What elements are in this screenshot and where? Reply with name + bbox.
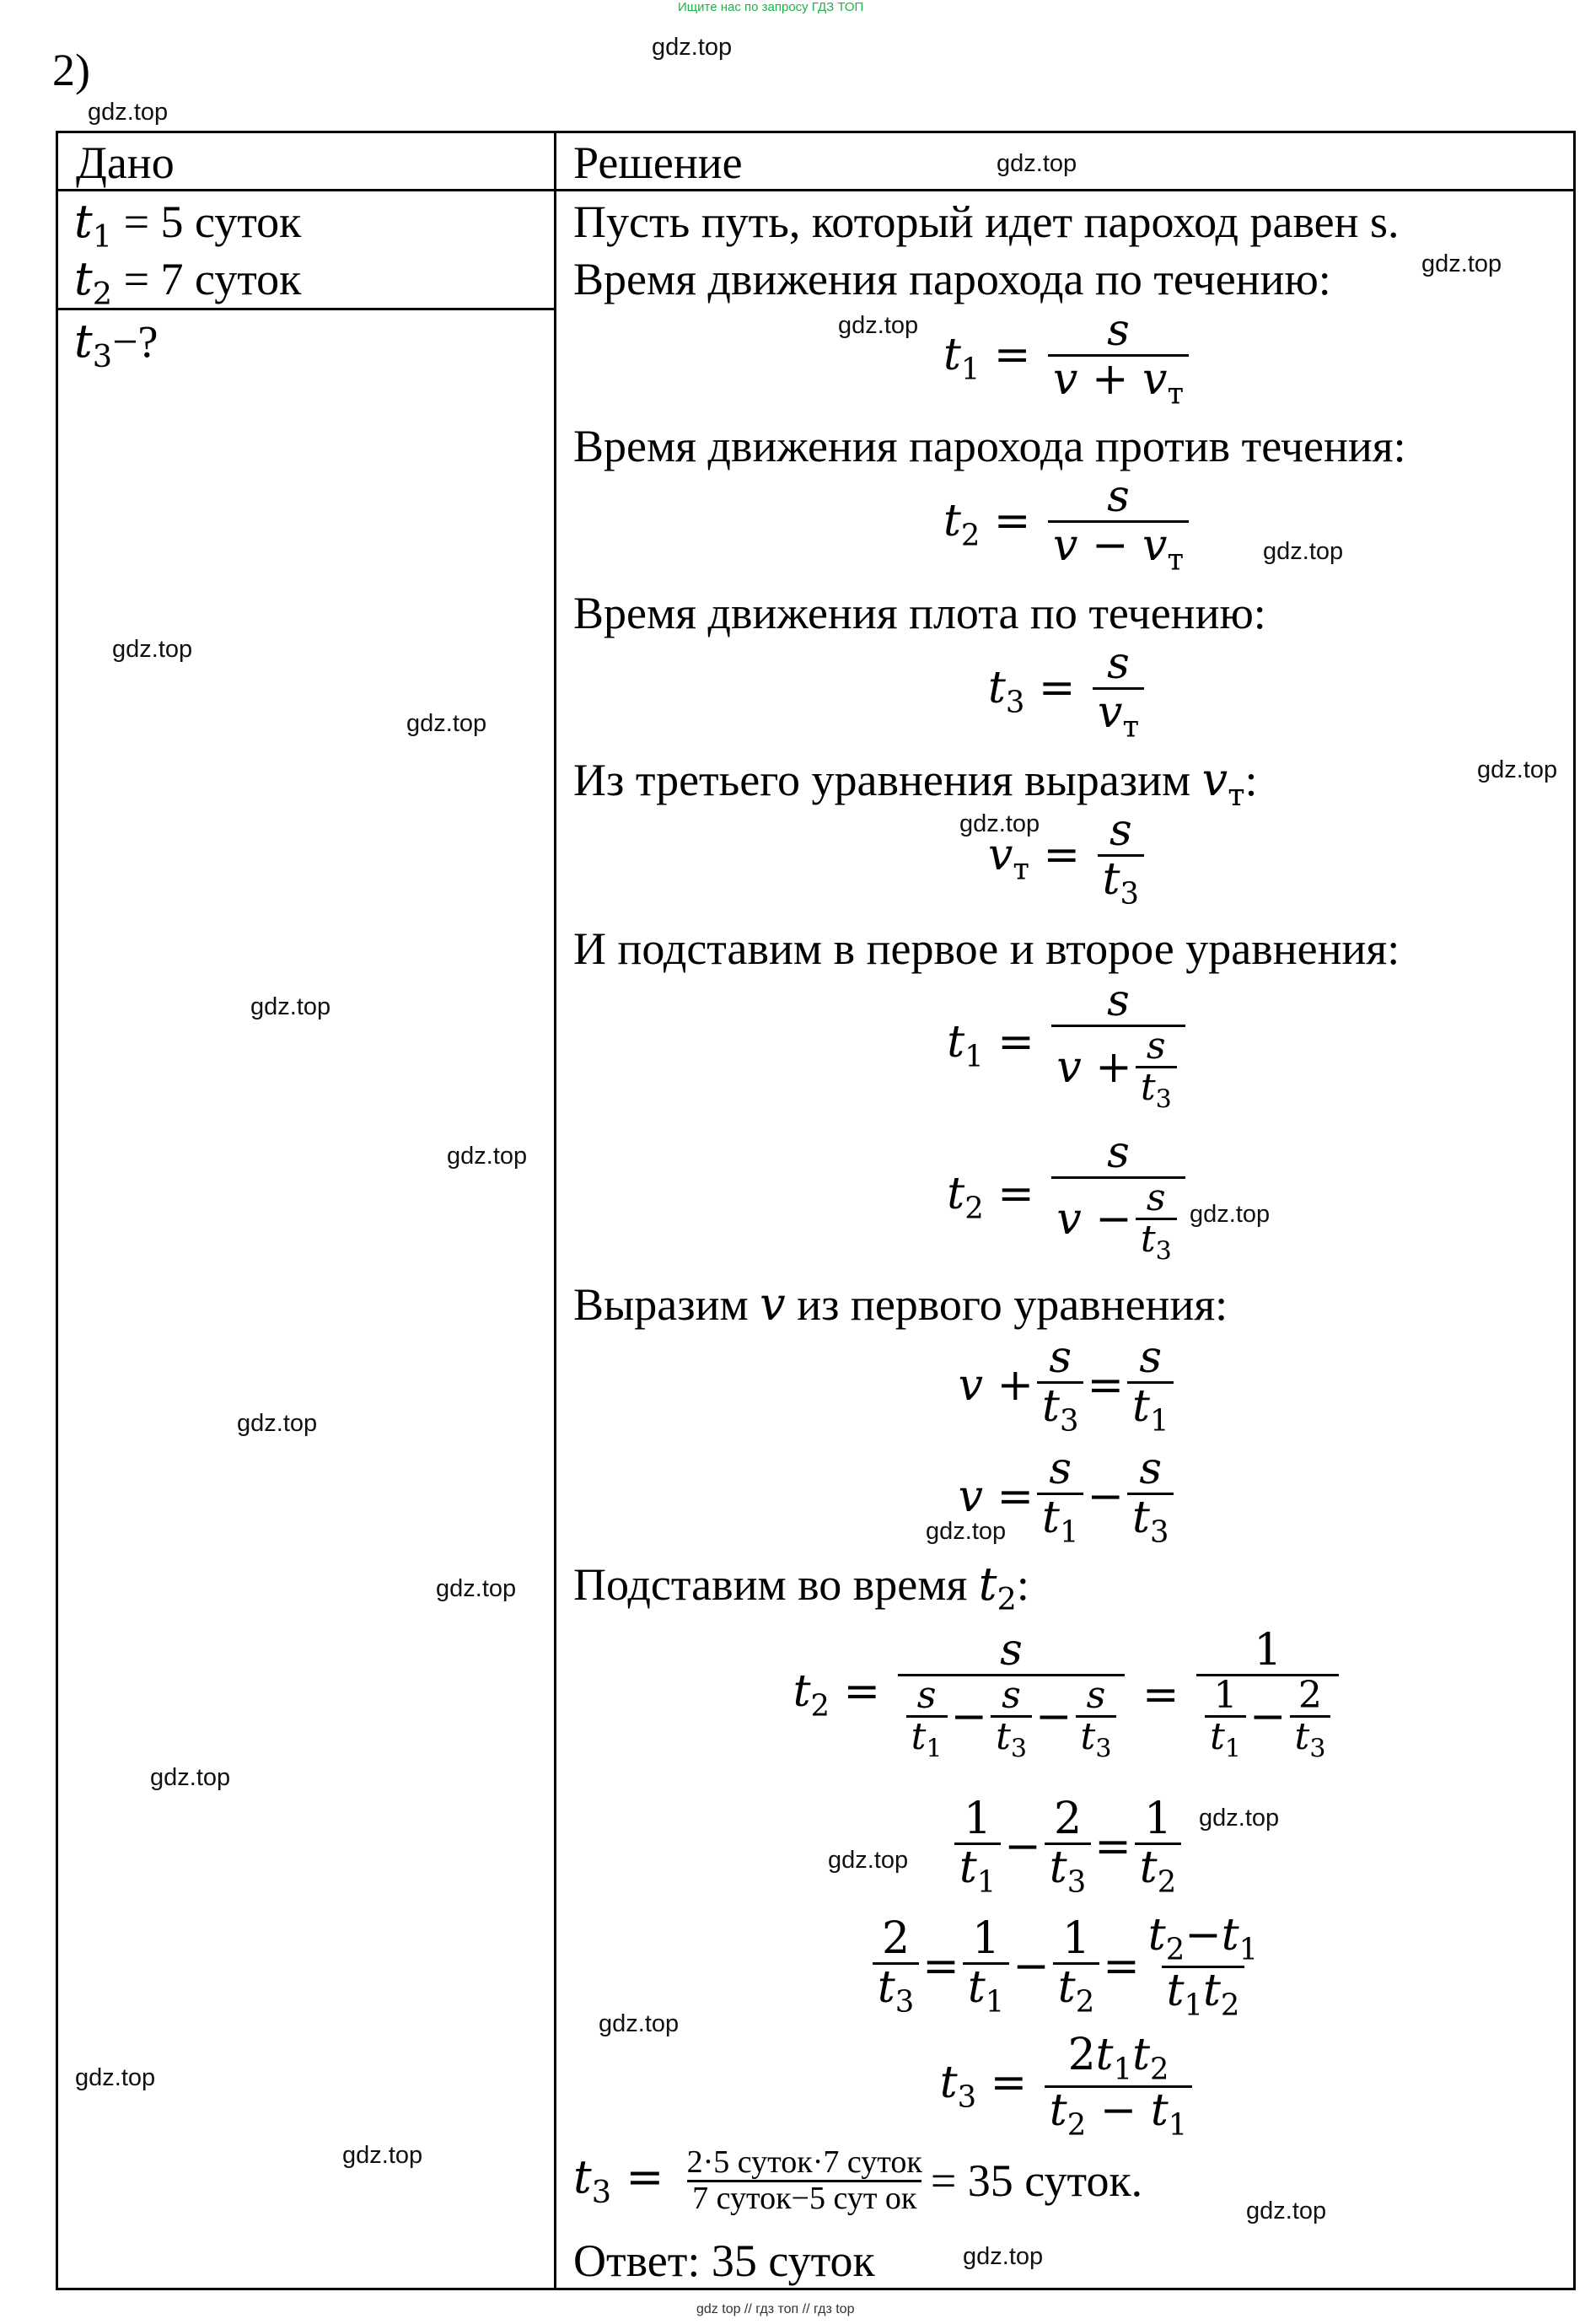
line7-var: v	[760, 1278, 786, 1331]
watermark: gdz.top	[599, 2010, 680, 2037]
watermark: gdz.top	[838, 312, 919, 339]
watermark: gdz.top	[1477, 756, 1558, 783]
table-border-bottom	[56, 2288, 1573, 2290]
watermark: gdz.top	[997, 150, 1077, 177]
watermark: gdz.top	[828, 1847, 909, 1874]
line8-post: :	[1016, 1559, 1029, 1610]
line7-pre: Выразим	[573, 1279, 760, 1330]
solution-line-3: Время движения парохода против течения:	[573, 421, 1406, 471]
equation-t2-substituted: $t_2$ = s v − $\frac{s}{t_3}$	[559, 1122, 1577, 1273]
solution-header: Решение	[573, 137, 743, 188]
watermark: gdz.top	[1421, 250, 1502, 277]
watermark: gdz.top	[1190, 1201, 1271, 1228]
watermark: gdz.top	[963, 2243, 1044, 2270]
equation-t1: $t_1$ = $\frac{s}{v + v_т}$	[559, 299, 1577, 417]
given-t2-value: = 7 суток	[112, 254, 302, 304]
table-column-divider	[554, 131, 556, 2290]
watermark: gdz.top	[436, 1575, 517, 1602]
equation-v-step2: v = $\frac{s}{t_1}$ − $\frac{s}{t_3}$	[559, 1442, 1577, 1552]
watermark: gdz.top	[652, 34, 733, 61]
final-calculation: $t_3$ = $\frac{\text{2·5 суток·7 суток}}{\text{7 суток−5 сут ок}}$ = 35 суток.	[573, 2144, 1143, 2216]
line8-sub: 2	[997, 1580, 1017, 1617]
watermark: gdz.top	[1199, 1805, 1280, 1832]
watermark: gdz.top	[447, 1143, 528, 1170]
line7-post: из первого уравнения:	[785, 1279, 1228, 1330]
watermark: gdz.top	[88, 99, 169, 126]
solution-line-1: Пусть путь, который идет пароход равен s.	[573, 196, 1400, 247]
equation-t2: $t_2$ = $\frac{s}{v - v_т}$	[559, 465, 1577, 584]
given-header: Дано	[76, 137, 175, 188]
calc-result: = 35 суток.	[930, 2155, 1143, 2207]
find-t3-var: t	[74, 315, 93, 368]
watermark: gdz.top	[959, 810, 1040, 837]
given-t2	[74, 252, 302, 312]
watermark: gdz.top	[1263, 538, 1344, 565]
line5-var: v	[1201, 753, 1228, 806]
table-border-left	[56, 131, 58, 2290]
given-t2-var: t	[74, 252, 93, 305]
line8-var: t	[978, 1557, 997, 1611]
watermark: gdz.top	[237, 1410, 318, 1437]
watermark: gdz.top	[250, 993, 331, 1020]
solution-line-7	[573, 1278, 1228, 1331]
equation-vt: $v_т$ = $\frac{s}{t_3}$	[559, 799, 1577, 917]
calc-denominator: 7 суток−5 сут ок	[687, 2180, 921, 2216]
given-t1	[74, 195, 302, 255]
watermark: gdz.top	[75, 2064, 156, 2091]
find-t3	[74, 315, 158, 374]
equation-2-over-t3: $\frac{2}{t_3}$ = $\frac{1}{t_1}$ − $\frac{1}{t_2}$ = $\frac{t_2-t_1}{t_1t_2}$	[559, 1907, 1577, 2025]
watermark: gdz.top	[1246, 2198, 1327, 2224]
find-t3-rest: −?	[112, 316, 158, 367]
given-t1-sub: 1	[92, 218, 113, 255]
problem-number: 2)	[52, 45, 90, 95]
given-t1-value: = 5 суток	[112, 196, 302, 247]
answer-line: Ответ: 35 суток	[573, 2235, 875, 2286]
watermark: gdz.top	[926, 1518, 1007, 1545]
given-t2-sub: 2	[92, 275, 113, 312]
equation-t2-full: $t_2$ = s $\frac{s}{t_1}$ − $\frac{s}{t_3}$ − $\frac{s}{t_3}$ = 1 $\frac{1}{t_1}$ − $\frac{2}{t_3}$	[559, 1611, 1577, 1779]
solution-line-2: Время движения парохода по течению:	[573, 254, 1331, 304]
given-t1-var: t	[74, 195, 93, 248]
line8-pre: Подставим во время	[573, 1559, 979, 1610]
calc-numerator: 2·5 суток·7 суток	[686, 2144, 922, 2180]
top-search-note: Ищите нас по запросу ГДЗ ТОП	[678, 0, 864, 14]
table-header-divider	[56, 189, 1573, 191]
equation-t1-substituted: $t_1$ = s v + $\frac{s}{t_3}$	[559, 970, 1577, 1122]
table-border-top	[56, 131, 1573, 133]
equation-v-step1: v + $\frac{s}{t_3}$ = $\frac{s}{t_1}$	[559, 1331, 1577, 1440]
watermark: gdz.top	[112, 636, 193, 663]
line5-sub: т	[1228, 776, 1245, 813]
watermark: gdz.top	[406, 710, 487, 737]
solution-line-4: Время движения плота по течению:	[573, 588, 1266, 638]
equation-t3-formula: $t_3$ = $\frac{2t_1t_2}{t_2 - t_1}$	[559, 2027, 1577, 2145]
find-t3-sub: 3	[92, 337, 113, 374]
line5-post: :	[1244, 755, 1258, 805]
watermark: gdz.top	[342, 2142, 423, 2169]
line5-pre: Из третьего уравнения выразим	[573, 755, 1202, 805]
watermark: gdz.top	[150, 1764, 231, 1791]
footer-note: gdz top // гдз топ // гдз top	[696, 2302, 855, 2316]
equation-reciprocal: $\frac{1}{t_1}$ − $\frac{2}{t_3}$ = $\frac{1}{t_2}$	[559, 1788, 1577, 1906]
solution-line-6: И подставим в первое и второе уравнения:	[573, 923, 1400, 974]
equation-t3: $t_3$ = $\frac{s}{v_т}$	[559, 632, 1577, 750]
solution-line-8	[573, 1557, 1029, 1617]
